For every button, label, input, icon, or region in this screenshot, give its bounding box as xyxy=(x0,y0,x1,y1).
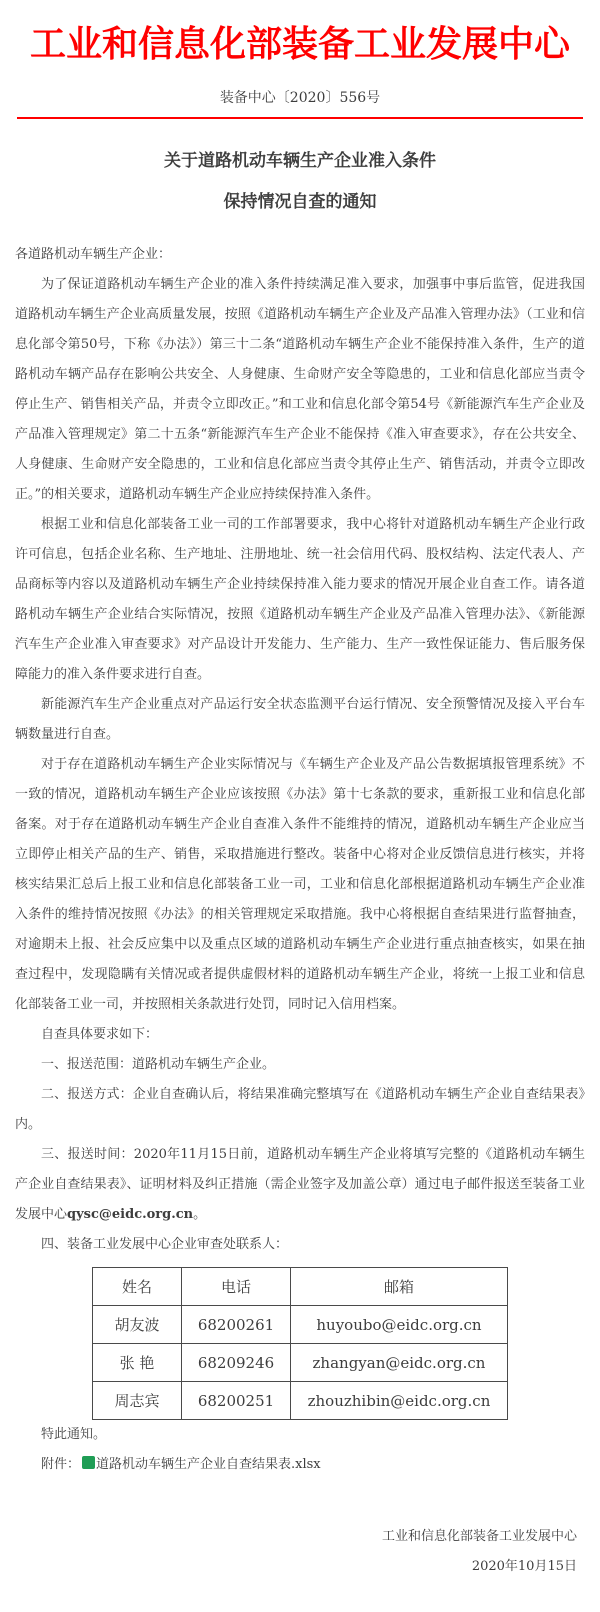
footer-org-name: 工业和信息化部装备工业发展中心 xyxy=(381,1529,577,1544)
report-email-address: qysc@eidc.org.cn xyxy=(67,1207,194,1222)
red-divider xyxy=(17,117,583,119)
contacts-header-phone: 电话 xyxy=(182,1268,291,1306)
self-check-intro: 自查具体要求如下： xyxy=(41,1027,159,1042)
attachment-file-link[interactable]: 道路机动车辆生产企业自查结果表.xlsx xyxy=(96,1457,321,1472)
table-row xyxy=(93,1344,508,1382)
notice-title-line2: 保持情况自查的通知 xyxy=(223,192,377,212)
attachment-row xyxy=(15,1450,585,1480)
contacts-table-header-row xyxy=(93,1268,508,1306)
salutation: 各道路机动车辆生产企业： xyxy=(15,247,172,262)
contact-email: zhangyan@eidc.org.cn xyxy=(291,1344,508,1382)
closing-note: 特此通知。 xyxy=(41,1427,107,1442)
contact-phone: 68200261 xyxy=(182,1306,291,1344)
item-contacts-heading: 四、装备工业发展中心企业审查处联系人： xyxy=(41,1237,289,1252)
contact-phone: 68209246 xyxy=(182,1344,291,1382)
paragraph-3: 新能源汽车生产企业重点对产品运行安全状态监测平台运行情况、安全预警情况及接入平台车辆数量进行自查。 xyxy=(15,697,585,742)
item-report-scope: 一、报送范围：道路机动车辆生产企业。 xyxy=(41,1057,276,1072)
footer-date: 2020年10月15日 xyxy=(471,1559,577,1574)
item-report-deadline-end: 。 xyxy=(193,1207,207,1222)
item-report-method: 二、报送方式：企业自查确认后，将结果准确完整填写在《道路机动车辆生产企业自查结果表》内。 xyxy=(15,1087,585,1132)
item-report-deadline-text: 三、报送时间：2020年11月15日前，道路机动车辆生产企业将填写完整的《道路机动车辆生产企业自查结果表》、证明材料及纠正措施（需企业签字及加盖公章）通过电子邮件报送至装备工业发展中心 xyxy=(15,1147,585,1222)
contact-name: 周志宾 xyxy=(93,1382,182,1420)
notice-body xyxy=(15,240,585,1582)
contact-email: zhouzhibin@eidc.org.cn xyxy=(291,1382,508,1420)
signature-block xyxy=(15,1522,585,1582)
letterhead-org-title: 工业和信息化部装备工业发展中心 xyxy=(29,23,570,65)
contact-phone: 68200251 xyxy=(182,1382,291,1420)
notice-title-line1: 关于道路机动车辆生产企业准入条件 xyxy=(164,151,436,171)
table-row xyxy=(93,1382,508,1420)
paragraph-4: 对于存在道路机动车辆生产企业实际情况与《车辆生产企业及产品公告数据填报管理系统》不一致的情况，道路机动车辆生产企业应该按照《办法》第十七条款的要求，重新报工业和信息化部备案。对于存在道路机动车辆生产企业自查准入条件不能维持的情况，道路机动车辆生产企业应当立即停止相关产品的生产、销售，采取措施进行整改。装备中心将对企业反馈信息进行核实，并将核实结果汇总后上报工业和信息化部装备工业一司，工业和信息化部根据道路机动车辆生产企业准入条件的维持情况按照《办法》的相关管理规定采取措施。我中心将根据自查结果进行监督抽查，对逾期未上报、社会反应集中以及重点区域的道路机动车辆生产企业进行重点抽查核实，如果在抽查过程中，发现隐瞒有关情况或者提供虚假材料的道路机动车辆生产企业，将统一上报工业和信息化部装备工业一司，并按照相关条款进行处罚，同时记入信用档案。 xyxy=(15,757,585,1012)
contact-name: 张 艳 xyxy=(93,1344,182,1382)
contacts-header-name: 姓名 xyxy=(93,1268,182,1306)
excel-file-icon xyxy=(82,1456,95,1469)
contact-name: 胡友波 xyxy=(93,1306,182,1344)
paragraph-2: 根据工业和信息化部装备工业一司的工作部署要求，我中心将针对道路机动车辆生产企业行政许可信息，包括企业名称、生产地址、注册地址、统一社会信用代码、股权结构、法定代表人、产品商标等内容以及道路机动车辆生产企业持续保持准入能力要求的情况开展企业自查工作。请各道路机动车辆生产企业结合实际情况，按照《道路机动车辆生产企业及产品准入管理办法》、《新能源汽车生产企业准入审查要求》对产品设计开发能力、生产能力、生产一致性保证能力、售后服务保障能力的准入条件要求进行自查。 xyxy=(15,517,585,682)
contacts-table xyxy=(92,1267,508,1420)
table-row xyxy=(93,1306,508,1344)
item-report-deadline xyxy=(15,1140,585,1230)
contacts-header-email: 邮箱 xyxy=(291,1268,508,1306)
attachment-label: 附件： xyxy=(41,1457,81,1472)
doc-number: 装备中心〔2020〕556号 xyxy=(219,90,381,106)
paragraph-1: 为了保证道路机动车辆生产企业的准入条件持续满足准入要求，加强事中事后监管，促进我国道路机动车辆生产企业高质量发展，按照《道路机动车辆生产企业及产品准入管理办法》（工业和信息化部令第50号，下称《办法》）第三十二条“道路机动车辆生产企业不能保持准入条件，生产的道路机动车辆产品存在影响公共安全、人身健康、生命财产安全等隐患的，工业和信息化部应当责令停止生产、销售相关产品，并责令立即改正。”和工业和信息化部令第54号《新能源汽车生产企业及产品准入管理规定》第二十五条“新能源汽车生产企业不能保持《准入审查要求》，存在公共安全、人身健康、生命财产安全隐患的，工业和信息化部应当责令其停止生产、销售活动，并责令立即改正。”的相关要求，道路机动车辆生产企业应持续保持准入条件。 xyxy=(15,277,585,502)
contact-email: huyoubo@eidc.org.cn xyxy=(291,1306,508,1344)
